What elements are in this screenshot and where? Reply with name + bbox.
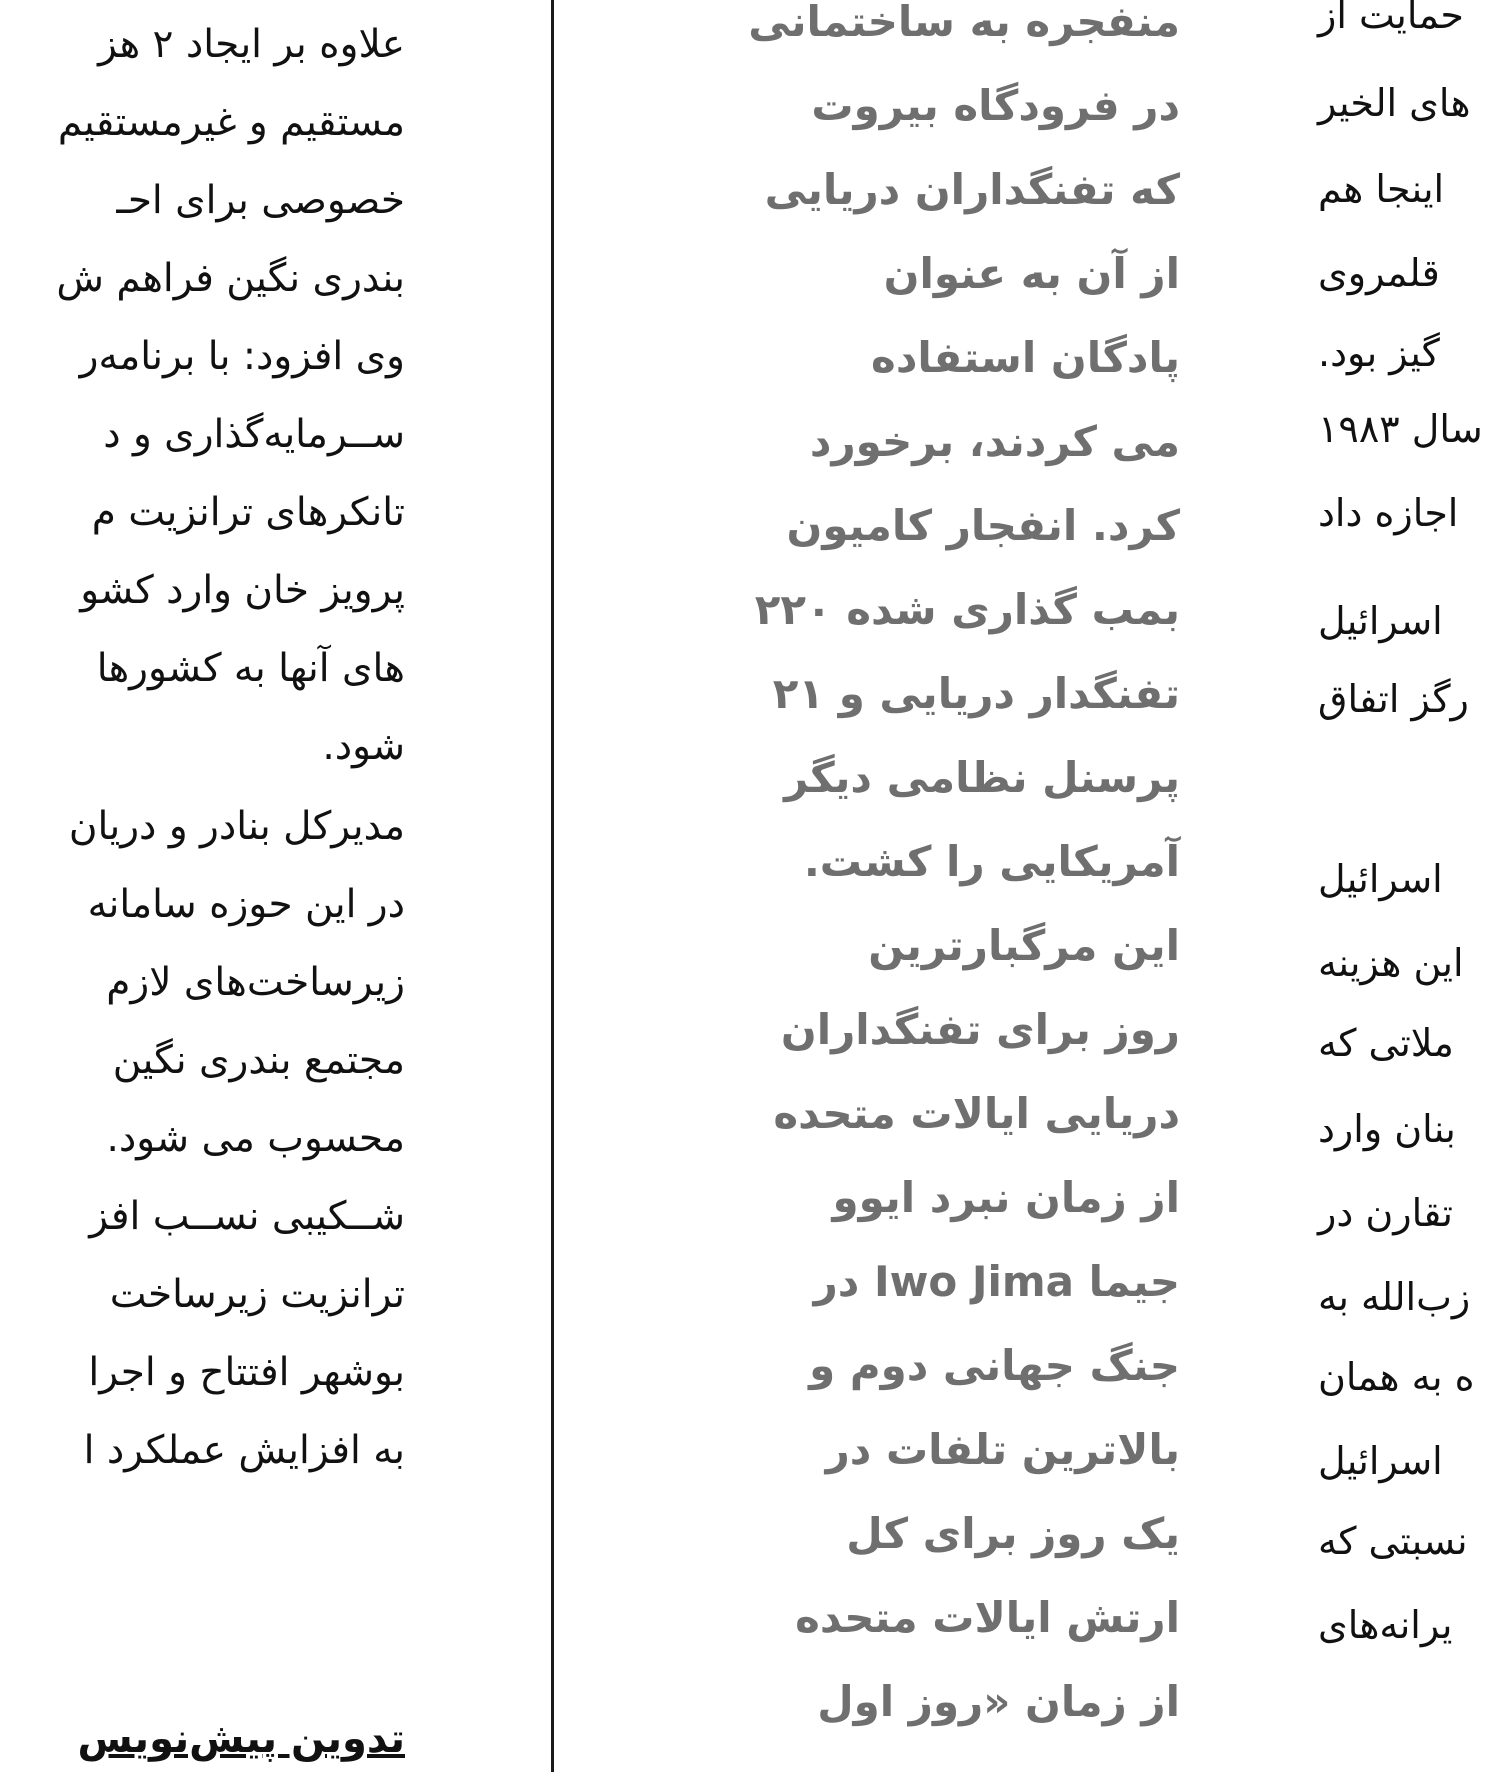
middle-line-3: که تفنگداران دریایی bbox=[764, 165, 1180, 214]
left-line-11: مدیرکل بنادر و دریان bbox=[68, 804, 405, 849]
left-line-6: ســرمایه‌گذاری و د bbox=[103, 412, 405, 457]
right-line-9: رگز اتفاق bbox=[1318, 677, 1469, 721]
left-line-9: های آنها به کشورها bbox=[96, 646, 405, 691]
right-line-15: زب‌الله به bbox=[1318, 1275, 1471, 1319]
left-line-10: شود. bbox=[322, 724, 405, 769]
middle-line-2: در فرودگاه بیروت bbox=[811, 81, 1180, 130]
left-line-19: به افزایش عملکرد ا bbox=[83, 1428, 405, 1473]
right-line-13: بنان وارد bbox=[1318, 1107, 1456, 1151]
right-line-7: اجازه داد bbox=[1318, 491, 1459, 535]
middle-line-12: این مرگبارترین bbox=[868, 921, 1180, 970]
right-line-1: حمایت از bbox=[1318, 0, 1464, 37]
middle-line-13: روز برای تفنگداران bbox=[780, 1005, 1180, 1054]
right-line-4: قلمروی bbox=[1318, 251, 1440, 295]
middle-line-5: پادگان استفاده bbox=[871, 333, 1180, 382]
left-line-3: خصوصی برای احـ bbox=[116, 178, 405, 223]
left-line-18: بوشهر افتتاح و اجرا bbox=[88, 1350, 405, 1395]
middle-line-17: جنگ جهانی دوم و bbox=[809, 1341, 1180, 1390]
left-line-7: تانکرهای ترانزیت م bbox=[91, 490, 405, 535]
column-divider bbox=[551, 0, 554, 1772]
right-line-19: یرانه‌های bbox=[1318, 1603, 1453, 1647]
middle-line-19: یک روز برای کل bbox=[846, 1509, 1180, 1558]
right-line-3: اینجا هم bbox=[1318, 167, 1445, 211]
middle-line-4: از آن به عنوان bbox=[883, 249, 1180, 298]
left-line-12: در این حوزه سامانه bbox=[87, 882, 405, 927]
left-line-16: شــکیبی نســب افز bbox=[89, 1194, 405, 1239]
left-line-2: مستقیم و غیرمستقیم bbox=[57, 100, 405, 145]
left-line-5: وی افزود: با برنامه‌ر bbox=[79, 334, 405, 379]
middle-line-20: ارتش ایالات متحده bbox=[795, 1593, 1180, 1642]
left-line-4: بندری نگین فراهم ش bbox=[56, 256, 405, 301]
right-line-5: گیز بود. bbox=[1318, 331, 1440, 375]
middle-line-7: کرد. انفجار کامیون bbox=[786, 501, 1180, 550]
left-line-15: محسوب می شود. bbox=[106, 1116, 405, 1161]
middle-line-11: آمریکایی را کشت. bbox=[803, 837, 1180, 886]
middle-line-16: جیما Iwo Jima در bbox=[813, 1257, 1180, 1306]
middle-line-8: بمب گذاری شده ۲۲۰ bbox=[754, 585, 1180, 634]
right-line-10: اسرائیل bbox=[1318, 857, 1443, 901]
middle-line-18: بالاترین تلفات در bbox=[825, 1425, 1180, 1474]
right-line-8: اسرائیل bbox=[1318, 599, 1443, 643]
middle-line-15: از زمان نبرد ایوو bbox=[832, 1173, 1180, 1222]
middle-line-14: دریایی ایالات متحده bbox=[773, 1089, 1180, 1138]
left-line-14: مجتمع بندری نگین bbox=[112, 1038, 405, 1083]
right-line-12: ملاتی که bbox=[1318, 1021, 1454, 1065]
left-line-17: ترانزیت زیرساخت bbox=[109, 1272, 405, 1317]
left-line-13: زیرساخت‌های لازم bbox=[106, 960, 405, 1005]
middle-line-1: منفجره به ساختمانی bbox=[748, 0, 1180, 46]
right-line-2: های الخیر bbox=[1318, 81, 1471, 125]
left-line-8: پرویز خان وارد کشو bbox=[80, 568, 405, 613]
right-line-16: ه به همان bbox=[1318, 1355, 1475, 1399]
middle-line-10: پرسنل نظامی دیگر bbox=[784, 753, 1180, 802]
left-line-1: علاوه بر ایجاد ۲ هز bbox=[98, 22, 405, 67]
right-line-18: نسبتی که bbox=[1318, 1519, 1468, 1563]
section-heading: تدوین پیش‌نویس bbox=[77, 1716, 405, 1762]
right-line-6: سال ۱۹۸۳ bbox=[1318, 407, 1483, 451]
middle-line-9: تفنگدار دریایی و ۲۱ bbox=[772, 669, 1180, 718]
middle-line-6: می کردند، برخورد bbox=[809, 417, 1180, 466]
right-line-14: تقارن در bbox=[1318, 1191, 1453, 1235]
right-line-11: این هزینه bbox=[1318, 941, 1464, 985]
middle-line-21: از زمان «روز اول bbox=[817, 1677, 1180, 1726]
right-line-17: اسرائیل bbox=[1318, 1439, 1443, 1483]
